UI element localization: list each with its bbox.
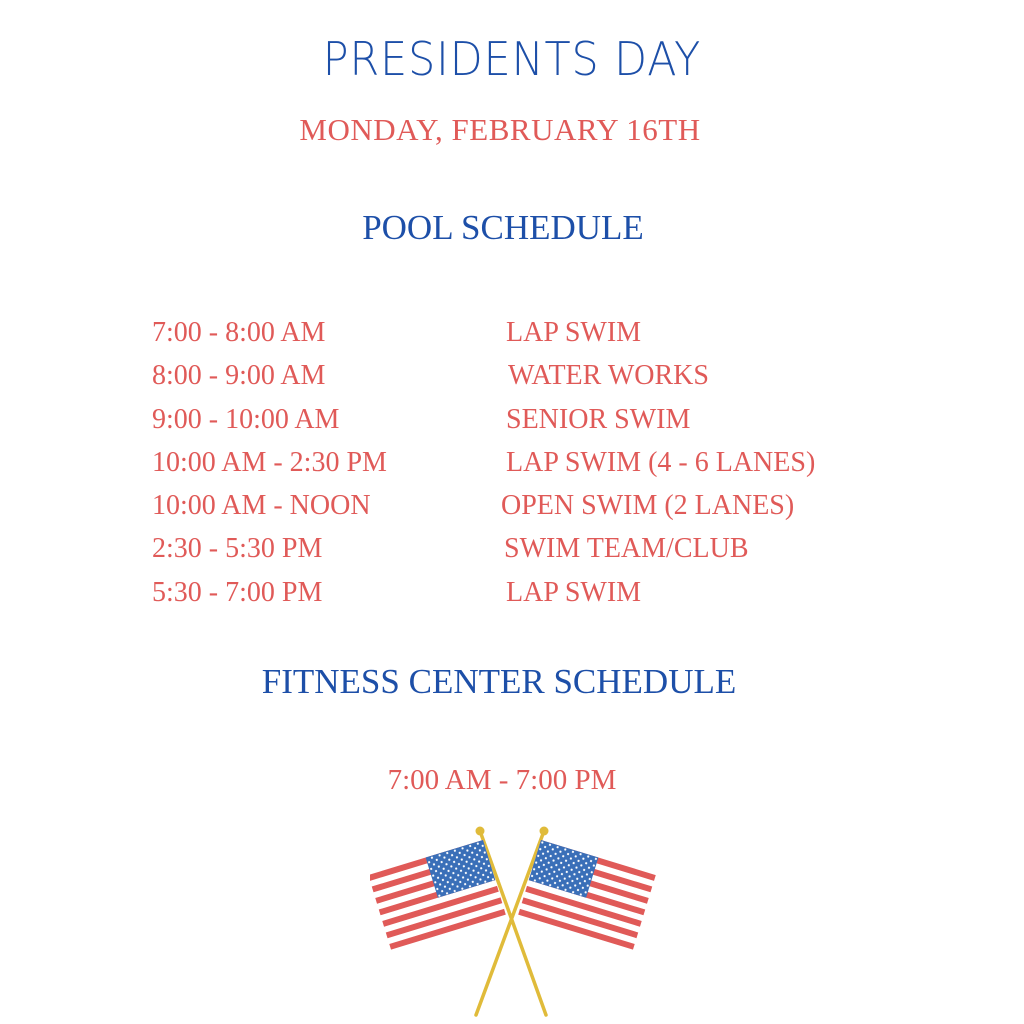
schedule-activity: LAP SWIM <box>506 317 642 348</box>
schedule-time: 5:30 - 7:00 PM <box>152 576 323 608</box>
schedule-time: 9:00 - 10:00 AM <box>152 403 340 435</box>
schedule-time: 8:00 - 9:00 AM <box>152 360 326 392</box>
schedule-row <box>152 354 912 397</box>
schedule-activity: LAP SWIM (4 - 6 LANES) <box>506 446 816 478</box>
pole-finial <box>540 827 549 836</box>
schedule-activity: OPEN SWIM (2 LANES) <box>501 490 795 522</box>
right-flag <box>518 840 656 950</box>
schedule-activity: SENIOR SWIM <box>506 403 691 435</box>
event-date: MONDAY, FEBRUARY 16TH <box>299 112 701 147</box>
schedule-activity: SWIM TEAM/CLUB <box>504 533 749 565</box>
schedule-row <box>152 484 912 527</box>
schedule-row <box>152 571 912 614</box>
schedule-row <box>152 311 912 354</box>
page-title: PRESIDENTS DAY <box>322 32 702 86</box>
left-flag <box>370 840 506 950</box>
schedule-time: 10:00 AM - 2:30 PM <box>152 446 387 478</box>
schedule-activity: LAP SWIM <box>506 576 642 608</box>
fitness-schedule-heading: FITNESS CENTER SCHEDULE <box>261 662 737 701</box>
schedule-time: 2:30 - 5:30 PM <box>152 533 323 565</box>
schedule-row <box>152 398 912 441</box>
schedule-time: 7:00 - 8:00 AM <box>152 317 326 348</box>
fitness-hours: 7:00 AM - 7:00 PM <box>387 764 617 796</box>
pole-finial <box>476 827 485 836</box>
schedule-time: 10:00 AM - NOON <box>152 490 371 522</box>
schedule-row <box>152 441 912 484</box>
schedule-activity: WATER WORKS <box>508 360 709 392</box>
crossed-american-flags-icon <box>370 820 660 1020</box>
pool-schedule-list <box>152 311 912 614</box>
schedule-row <box>152 527 912 570</box>
pool-schedule-heading: POOL SCHEDULE <box>362 208 644 247</box>
